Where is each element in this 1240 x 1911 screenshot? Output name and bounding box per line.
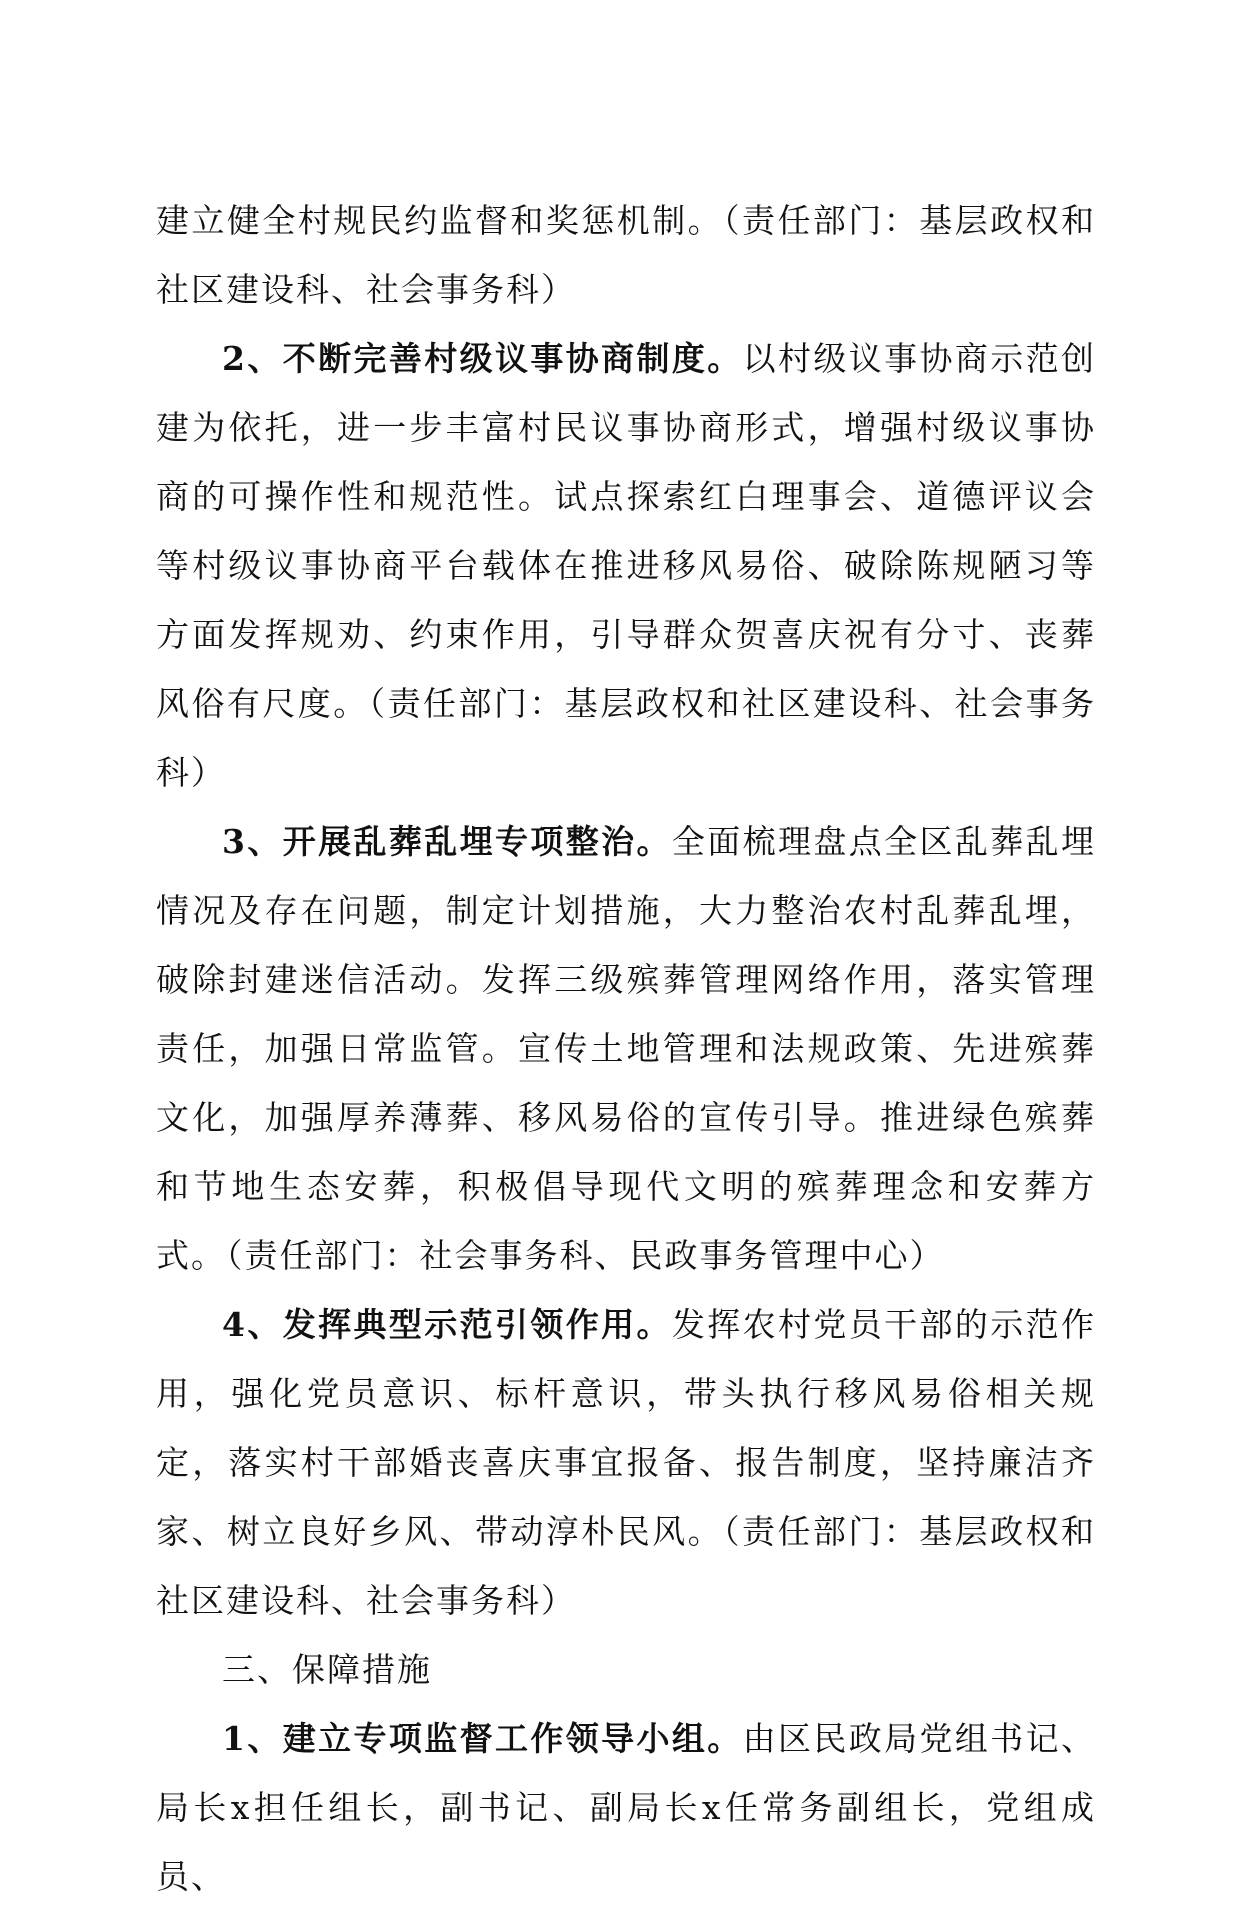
paragraph-text: 全面梳理盘点全区乱葬乱埋情况及存在问题，制定计划措施，大力整治农村乱葬乱埋，破除封建迷信活动。发挥三级殡葬管理网络作用，落实管理责任，加强日常监管。宣传土地管理和法规政策、先进殡葬文化，加强厚养薄葬、移风易俗的宣传引导。推进绿色殡葬和节地生态安葬，积极倡导现代文明的殡葬理念和安葬方式。（责任部门：社会事务科、民政事务管理中心） xyxy=(156,822,1096,1275)
paragraph-item-2 xyxy=(156,324,1096,807)
paragraph-text: 建立健全村规民约监督和奖惩机制。（责任部门：基层政权和社区建设科、社会事务科） xyxy=(156,201,1096,309)
paragraph-heading: 4、发挥典型示范引领作用。 xyxy=(222,1305,672,1344)
paragraph-item-3 xyxy=(156,807,1096,1290)
paragraph-text: 发挥农村党员干部的示范作用，强化党员意识、标杆意识，带头执行移风易俗相关规定，落实村干部婚丧喜庆事宜报备、报告制度，坚持廉洁齐家、树立良好乡风、带动淳朴民风。（责任部门：基层政权和社区建设科、社会事务科） xyxy=(156,1305,1096,1620)
section-heading xyxy=(156,1635,1096,1704)
paragraph-continuation xyxy=(156,186,1096,324)
paragraph-heading: 1、建立专项监督工作领导小组。 xyxy=(222,1719,743,1758)
paragraph-heading: 2、不断完善村级议事协商制度。 xyxy=(222,339,743,378)
document-body xyxy=(156,186,1096,1911)
paragraph-text: 由区民政局党组书记、局长x担任组长，副书记、副局长x任常务副组长，党组成员、 xyxy=(156,1719,1096,1896)
section-title: 三、保障措施 xyxy=(222,1650,432,1689)
paragraph-text: 以村级议事协商示范创建为依托，进一步丰富村民议事协商形式，增强村级议事协商的可操作性和规范性。试点探索红白理事会、道德评议会等村级议事协商平台载体在推进移风易俗、破除陈规陋习等方面发挥规劝、约束作用，引导群众贺喜庆祝有分寸、丧葬风俗有尺度。（责任部门：基层政权和社区建设科、社会事务科） xyxy=(156,339,1096,792)
paragraph-item-4 xyxy=(156,1290,1096,1635)
paragraph-measure-1 xyxy=(156,1704,1096,1911)
paragraph-heading: 3、开展乱葬乱埋专项整治。 xyxy=(222,822,672,861)
